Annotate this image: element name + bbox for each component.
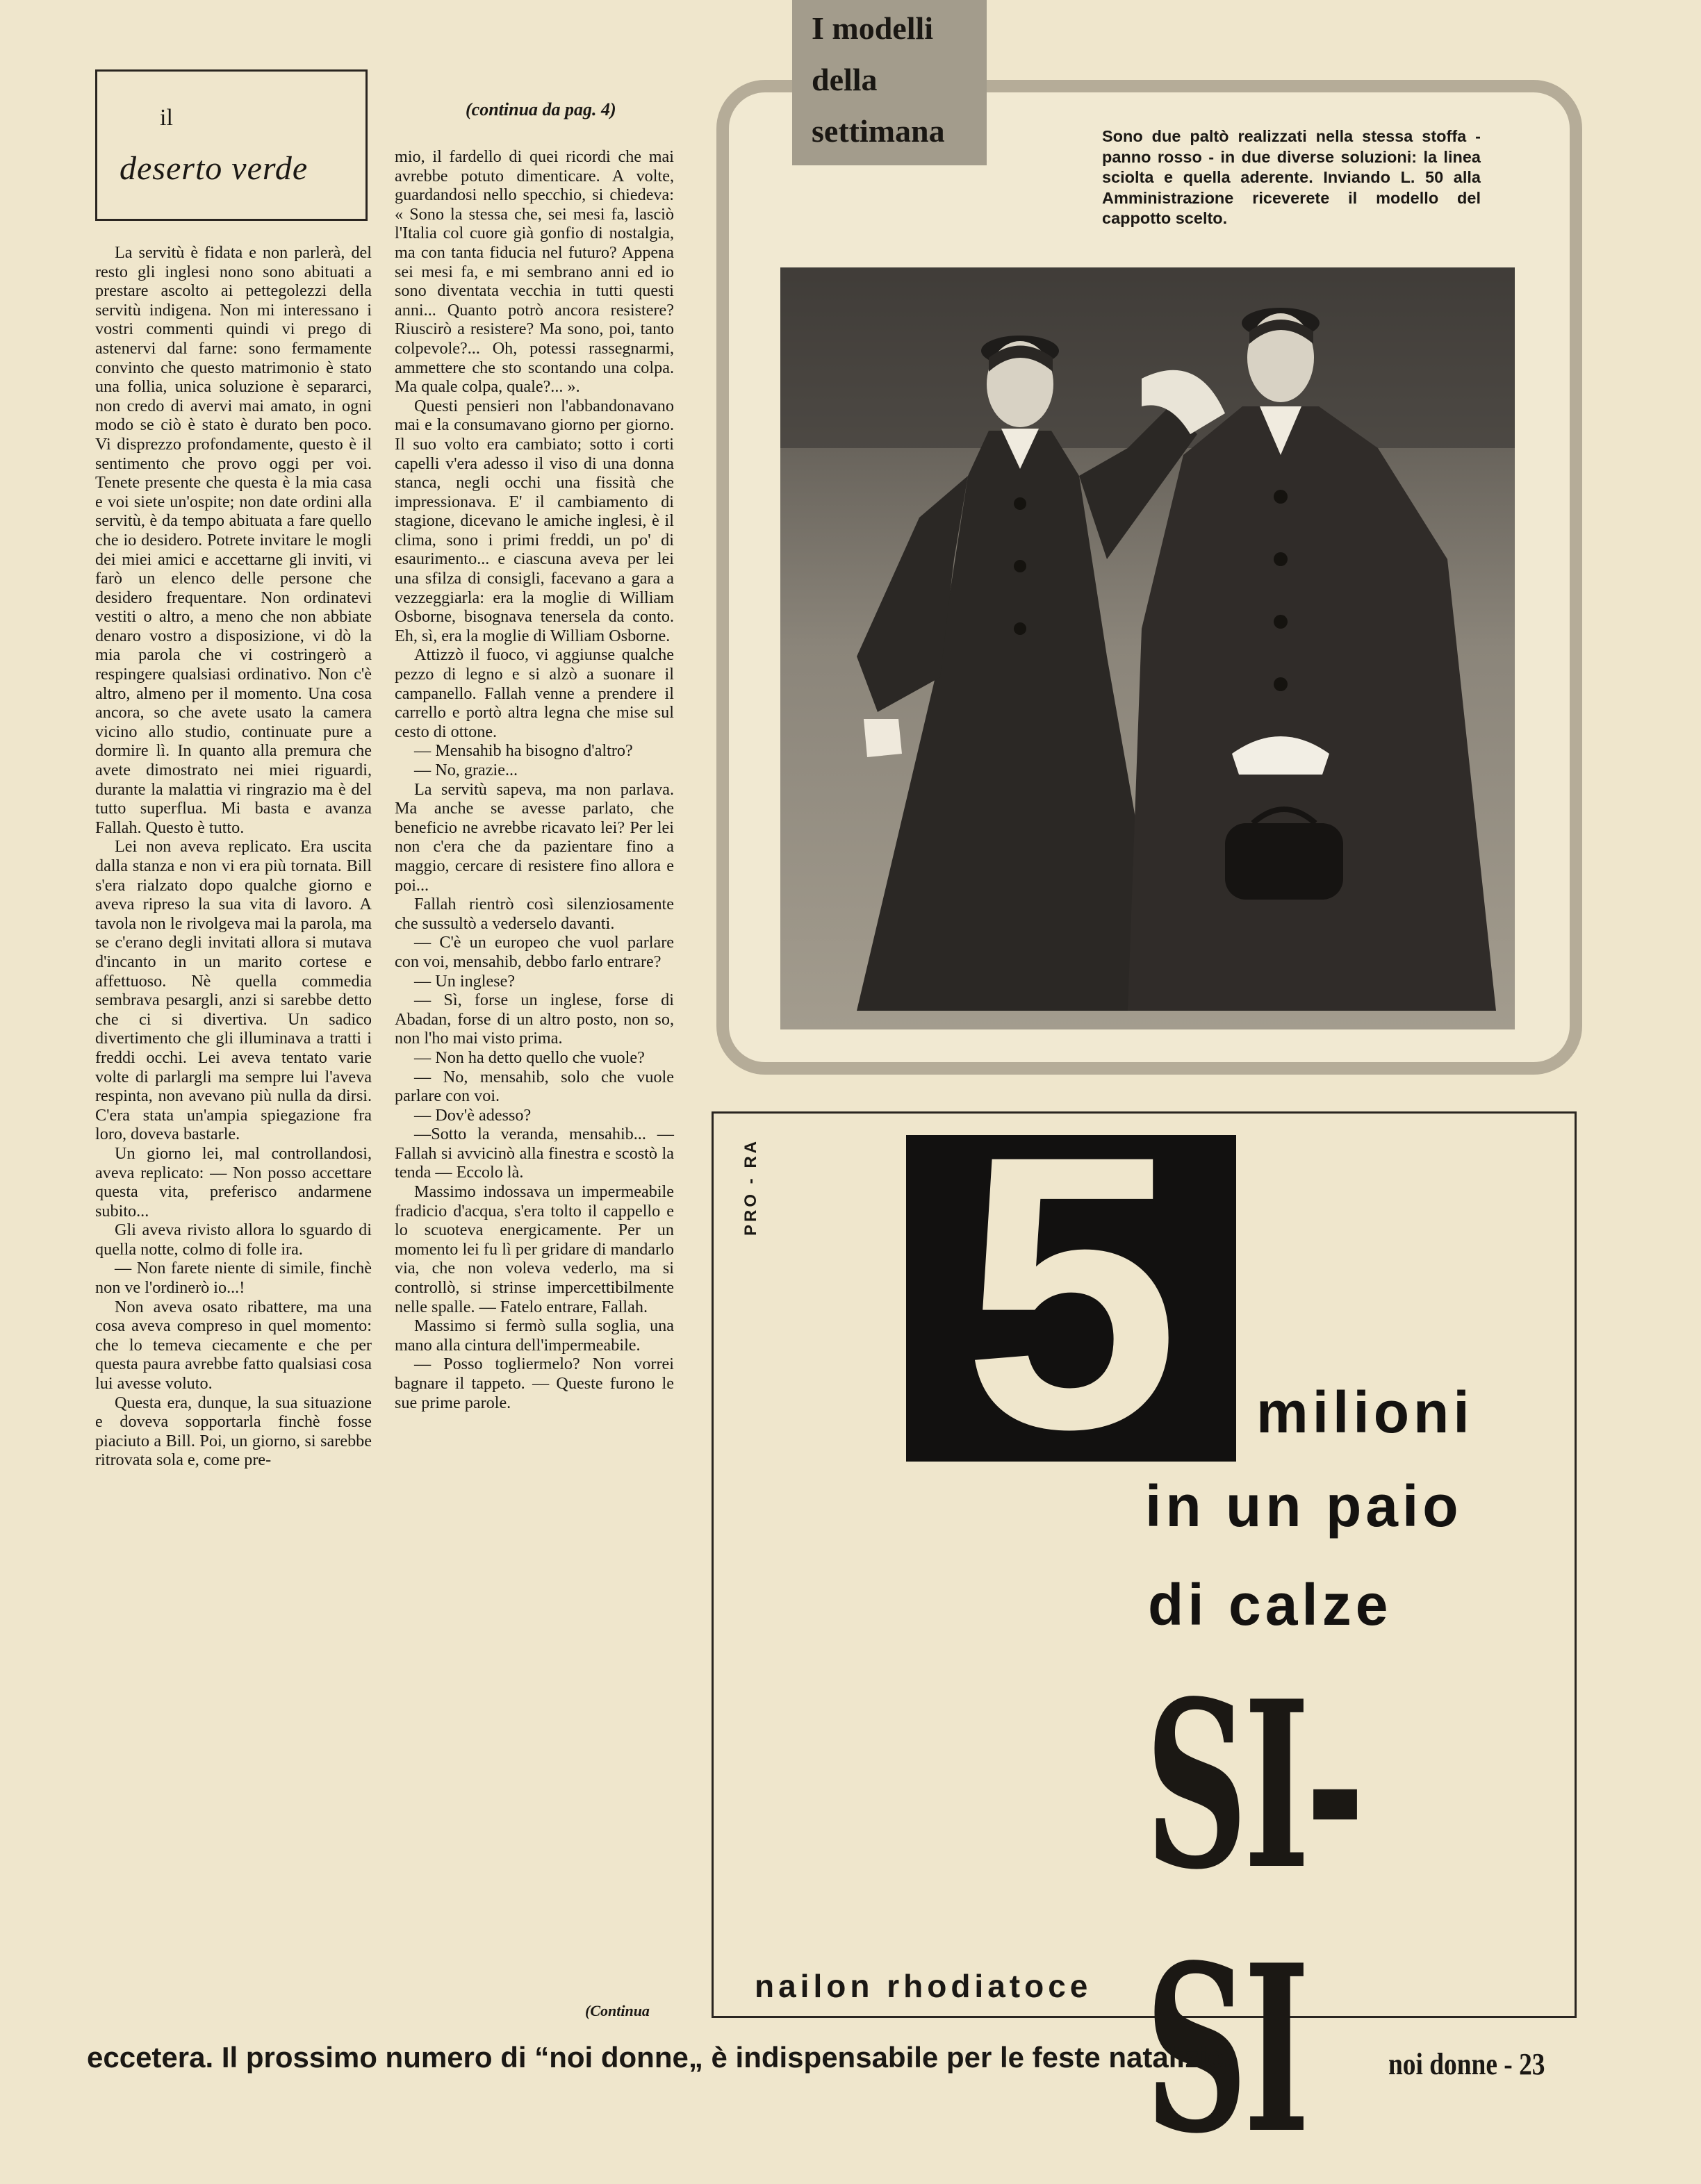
- article-title: deserto verde: [120, 150, 309, 187]
- fashion-photo: [780, 267, 1515, 1029]
- article-title-prefix: il: [160, 105, 173, 131]
- fashion-label-line: della: [812, 62, 878, 97]
- fashion-photo-illustration: [780, 267, 1515, 1029]
- ad-headline-line: di calze: [1148, 1572, 1392, 1637]
- ad-headline-line: in un paio: [1145, 1473, 1463, 1539]
- paragraph: — Mensahib ha bisogno d'altro?: [414, 741, 633, 761]
- ad-tagline: nailon rhodiatoce: [755, 1968, 1092, 2004]
- article-column-1: [95, 243, 372, 1470]
- paragraph: Gli aveva rivisto allora lo sguardo di quella notte, colmo di folle ira.: [95, 1221, 372, 1259]
- paragraph: — No, grazie...: [414, 761, 518, 779]
- paragraph: Massimo si fermò sulla soglia, una mano alla cintura dell'impermeabile.: [395, 1316, 674, 1355]
- paragraph: — Non ha detto quello che vuole?: [414, 1048, 645, 1067]
- paragraph: — Posso togliermelo? Non vorrei bagnare il tappeto. — Queste furono le sue prime parole.: [395, 1355, 674, 1412]
- continued-from-note: (continua da pag. 4): [466, 99, 616, 119]
- article-title-box: [95, 69, 368, 221]
- paragraph: La servitù è fidata e non parlerà, del resto gli inglesi nono sono abituati a prestare ascolto ai pettegolezzi della servitù indigena. Non mi interessano i vostri commenti quindi vi prego di astenervi dal farne: sono fermamente convinto che questo matrimonio è stato una follia, unica soluzione è separarci, non credo di avervi mai amato, in ogni modo se ciò è stato è durato ben poco. Vi disprezzo profondamente, questo è il sentimento che provo oggi per voi. Tenete presente che questa è la mia casa e voi siete un'ospite; non date ordini alla servitù, è da tempo abituata a fare quello che io desidero. Potrete invitare le mogli dei miei amici e accettarne gli inviti, vi farò un elenco delle persone che desidero frequentare. Non ordinatevi vestiti o altro, a meno che non abbiate denaro vostro a disposizione, vi dò la mia parola che vi costringerò a respingere qualsiasi ordinativo. Non c'è altro, almeno per il momento. Una cosa ancora, so che avete usato la camera vicino allo studio, continuate pure a dormire lì. In quanto alla premura che avete dimostrato nei miei riguardi, durante la malattia vi ringrazio ma è del tutto superflua. Mi basta e avanza Fallah. Questo è tutto.: [95, 243, 372, 837]
- footer-announcement: eccetera. Il prossimo numero di “noi donne„ è indispensabile per le feste natalizie.: [87, 2041, 1232, 2074]
- paragraph: —Sotto la veranda, mensahib... — Fallah si avvicinò alla finestra e scostò la tenda — Eccolo là.: [395, 1125, 674, 1182]
- paragraph: Questi pensieri non l'abbandonavano mai e la consumavano giorno per giorno. Il suo volto era cambiato; sotto i corti capelli v'era adesso il viso di una donna stanca, negli occhi una fissità che impressionava. E' il cambiamento di stagione, dicevano le amiche inglesi, è il clima, sono i primi freddi, un po' di esaurimento... e ciascuna aveva per lei una sfilza di consigli, facevano a gara a vezzeggiarla: era la moglie di William Osborne, bisognava tenersela da conto. Eh, sì, era la moglie di William Osborne.: [395, 396, 674, 645]
- fashion-label: [792, 0, 987, 165]
- paragraph: Massimo indossava un impermeabile fradicio d'acqua, s'era tolto il cappello e lo scuoteva energicamente. Per un momento lei fu lì per gridare di mandarlo via, che non voleva vederlo, ma si controllò, si strinse impercettibilmente nelle spalle. — Fatelo entrare, Fallah.: [395, 1182, 674, 1316]
- paragraph: Non aveva osato ribattere, ma una cosa aveva compreso in quel momento: che lo temeva ciecamente e che per questa paura avrebbe fatto qualsiasi cosa lui avesse voluto.: [95, 1297, 372, 1393]
- continued-note: (Continua: [585, 2002, 650, 2019]
- ad-headline-line: milioni: [1256, 1380, 1474, 1445]
- fashion-label-line: settimana: [812, 113, 945, 149]
- paragraph: — Un inglese?: [414, 971, 516, 991]
- paragraph: — C'è un europeo che vuol parlare con voi, mensahib, debbo farlo entrare?: [395, 933, 674, 971]
- ad-brand-logo: SI-SI: [1145, 1651, 1361, 2184]
- article-column-2: [395, 147, 674, 1412]
- paragraph: La servitù sapeva, ma non parlava. Ma anche se avesse parlato, che beneficio ne avrebbe ricavato lei? Per lei non c'era che da pazientare fino a maggio, cercare di resistere fino allora e poi...: [395, 779, 674, 895]
- paragraph: Lei non aveva replicato. Era uscita dalla stanza e non vi era più tornata. Bill s'era rialzato dopo qualche giorno e aveva ripreso la sua vita di lavoro. A tavola non le rivolgeva mai la parola, ma se c'erano degli invitati allora si mutava d'incanto in un marito cortese e affettuoso. Nè quella commedia sembrava pesargli, anzi si sarebbe detto che ci si divertiva. Un sadico divertimento che gli illuminava a tratti i freddi occhi. Lei aveva tentato varie volte di parlargli ma sempre lui l'aveva respinta, non avevano più nulla da dirsi. C'era stata un'ampia spiegazione fra loro, doveva bastarle.: [95, 837, 372, 1144]
- ad-number: 5: [962, 1075, 1180, 1509]
- paragraph: Attizzò il fuoco, vi aggiunse qualche pezzo di legno e si alzò a suonare il campanello. Fallah venne a prendere il carrello e portò altra legna che mise sul cesto di ottone.: [395, 645, 674, 741]
- paragraph: — Sì, forse un inglese, forse di Abadan, forse di un altro posto, non so, non l'ho mai visto prima.: [395, 991, 674, 1048]
- paragraph: — Non farete niente di simile, finchè non ve l'ordinerò io...!: [95, 1259, 372, 1298]
- fashion-caption: Sono due paltò realizzati nella stessa stoffa - panno rosso - in due diverse soluzioni: la linea sciolta e quella aderente. Inviando L. 50 alla Amministrazione riceverete il modello del cappotto scelto.: [1102, 127, 1481, 227]
- ad-agency-mark: PRO - RA: [741, 1139, 760, 1236]
- paragraph: — No, mensahib, solo che vuole parlare con voi.: [395, 1067, 674, 1106]
- page-folio: noi donne - 23: [1388, 2047, 1545, 2081]
- fashion-label-line: I modelli: [812, 10, 934, 46]
- paragraph: Questa era, dunque, la sua situazione e doveva sopportarla finchè fosse piaciuto a Bill. Poi, un giorno, si sarebbe ritrovata sola e, come pre-: [95, 1393, 372, 1470]
- paragraph: — Dov'è adesso?: [414, 1105, 532, 1125]
- paragraph: mio, il fardello di quei ricordi che mai avrebbe potuto dimenticare. A volte, guardandosi nello specchio, si chiedeva: « Sono la stessa che, sei mesi fa, lasciò l'Italia col cuore già gonfio di nostalgia, ma con tanta fiducia nel futuro? Appena sei mesi fa, e mi sembrano anni ed io sono diventata vecchia in tutti questi anni... Quanto potrò ancora resistere? Riuscirò a resistere? Ma sono, poi, tanto colpevole?... Oh, potessi rassegnarmi, ammettere che sto scontando una colpa. Ma quale colpa, quale?... ».: [395, 147, 674, 397]
- paragraph: Fallah rientrò così silenziosamente che sussultò a vederselo davanti.: [395, 895, 674, 933]
- paragraph: Un giorno lei, mal controllandosi, aveva replicato: — Non posso accettare questa vita, preferisco andarmene subito...: [95, 1143, 372, 1221]
